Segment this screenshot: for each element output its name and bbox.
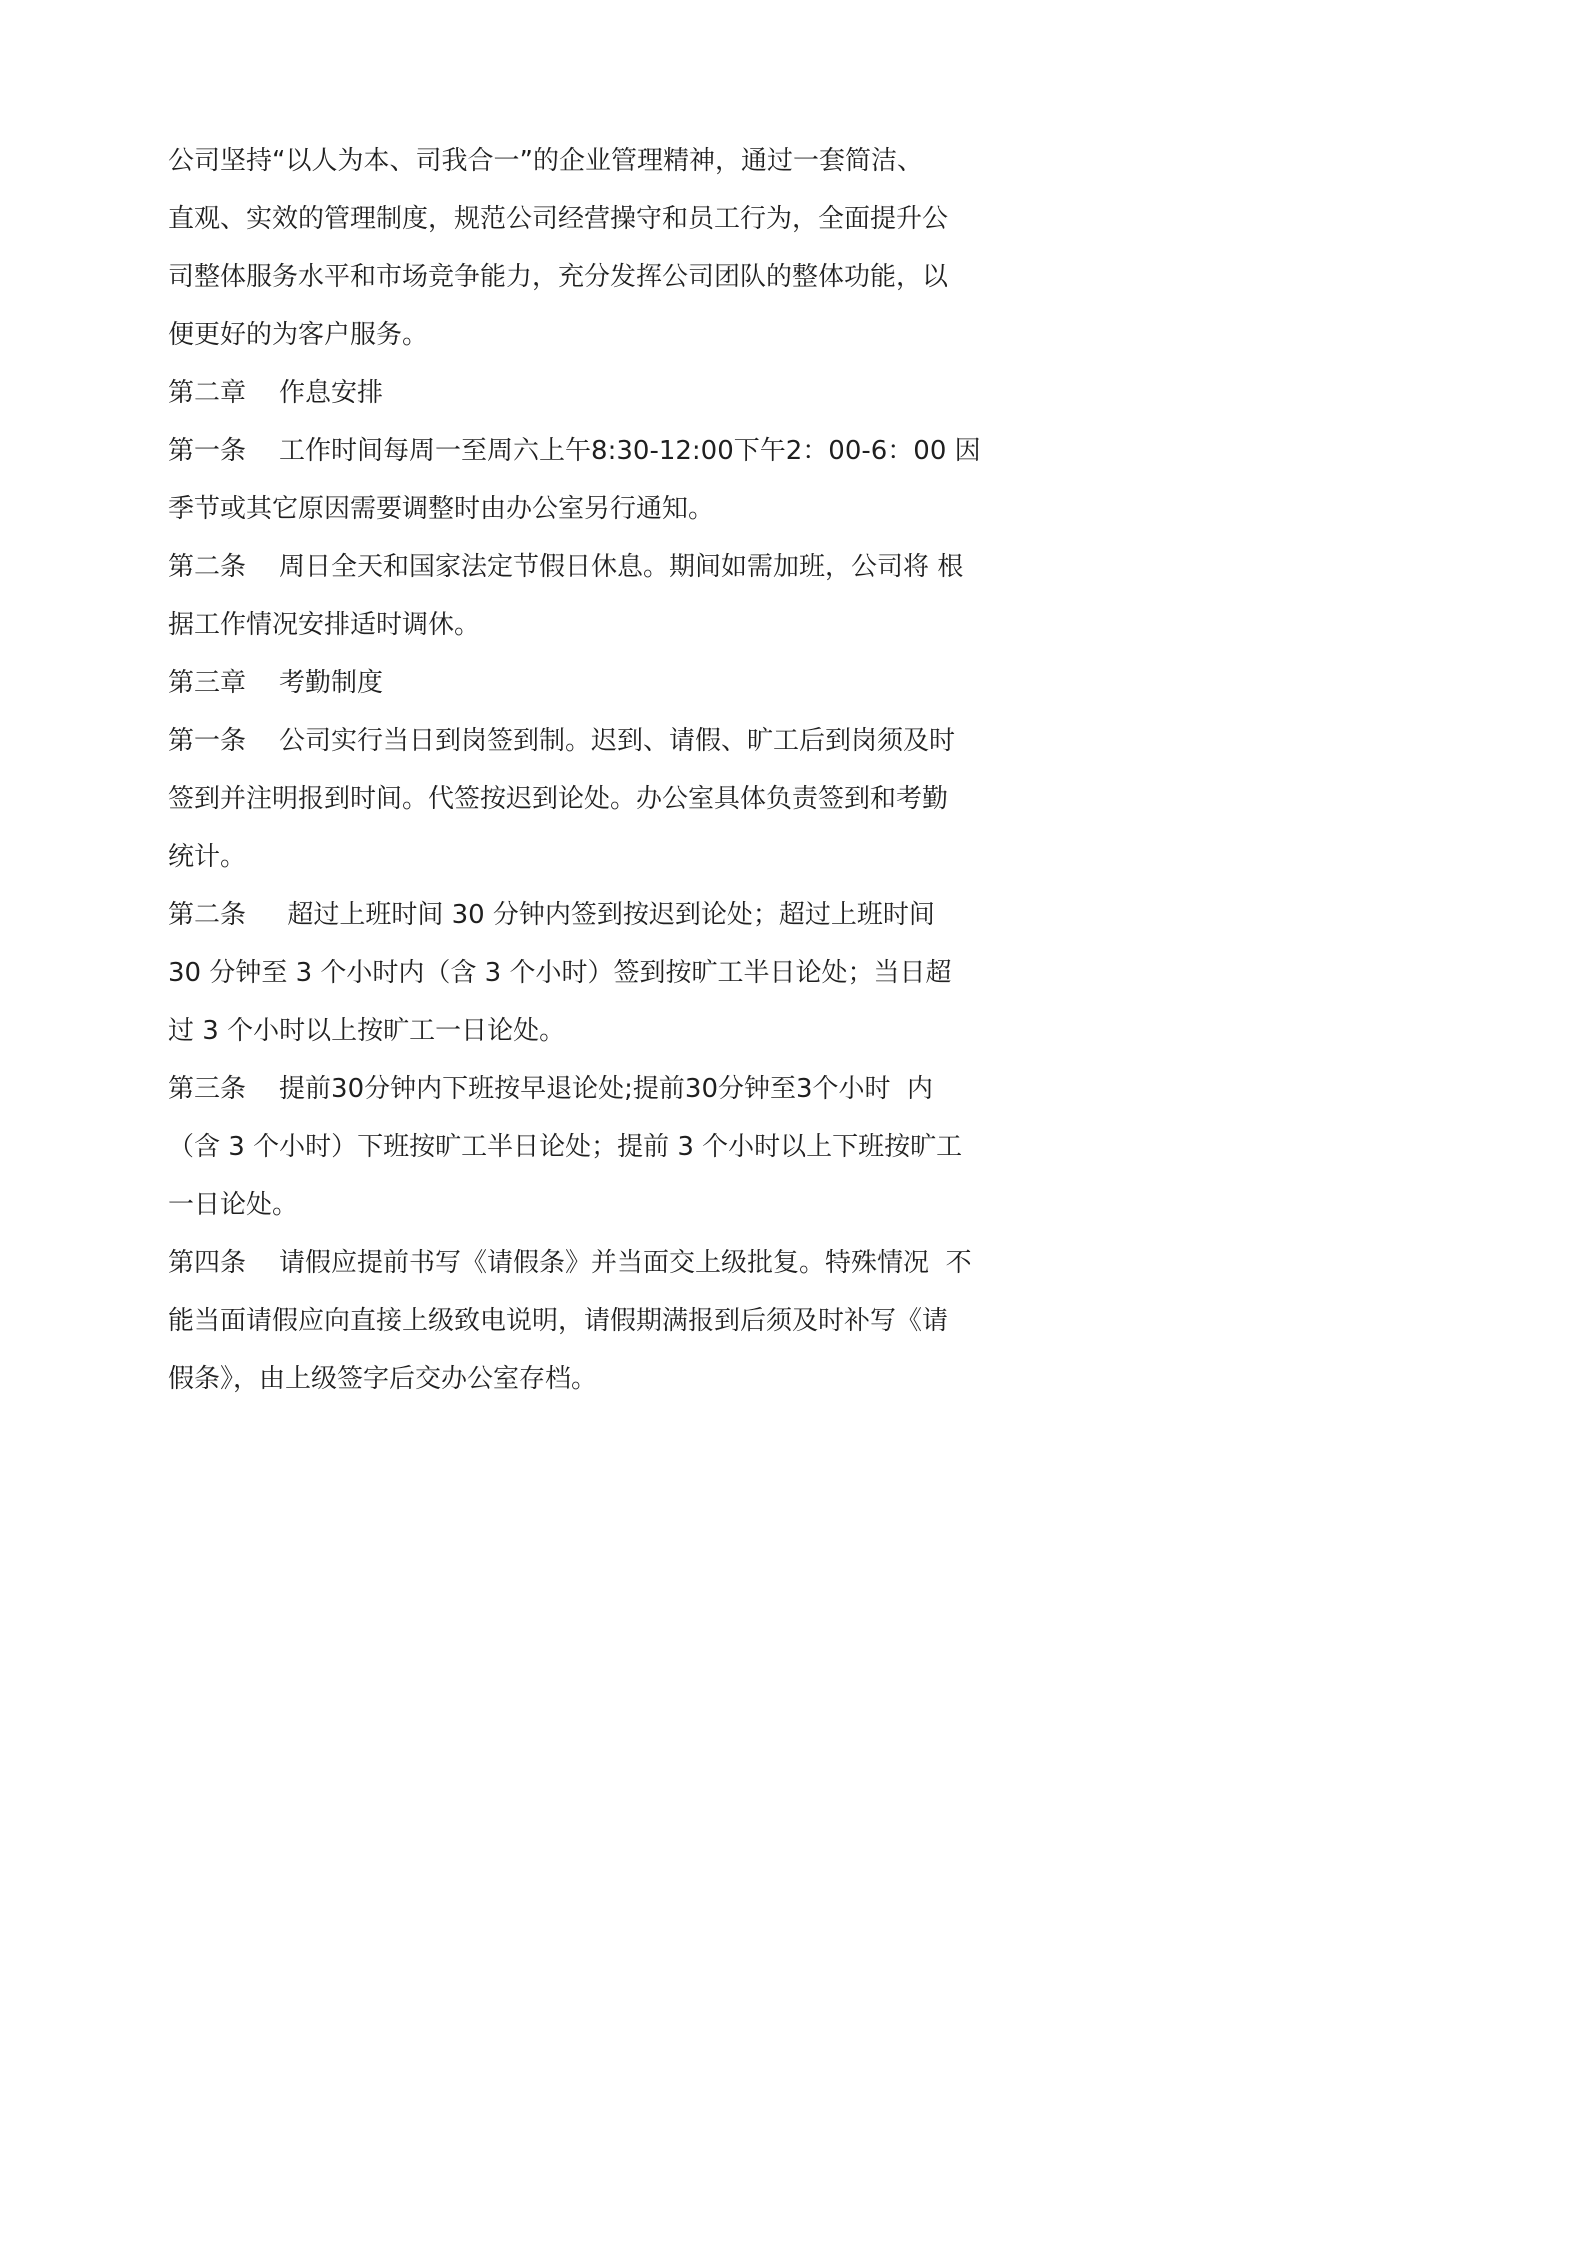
text-line: 第一条 公司实行当日到岗签到制。迟到、请假、旷工后到岗须及时	[168, 726, 956, 756]
text-line: 统计。	[168, 842, 247, 872]
text-line: 签到并注明报到时间。代签按迟到论处。办公室具体负责签到和考勤	[168, 784, 949, 814]
text-line: 便更好的为客户服务。	[168, 320, 429, 350]
text-line: 据工作情况安排适时调休。	[168, 610, 481, 640]
text-line: 直观、实效的管理制度，规范公司经营操守和员工行为，全面提升公	[168, 204, 949, 234]
text-line: 第一条 工作时间每周一至周六上午8:30-12:00下午2：00-6：00 因	[168, 436, 981, 466]
document-body	[168, 132, 981, 1408]
text-line: 过 3 个小时以上按旷工一日论处。	[168, 1016, 566, 1046]
text-line: 假条》，由上级签字后交办公室存档。	[168, 1364, 598, 1394]
text-line: 第三条 提前30分钟内下班按早退论处;提前30分钟至3个小时 内	[168, 1074, 934, 1104]
text-line: 公司坚持“以人为本、司我合一”的企业管理精神，通过一套简洁、	[168, 146, 923, 176]
text-line: 能当面请假应向直接上级致电说明，请假期满报到后须及时补写《请	[168, 1306, 949, 1336]
text-line: 季节或其它原因需要调整时由办公室另行通知。	[168, 494, 715, 524]
chapter-heading: 第三章 考勤制度	[168, 668, 384, 698]
chapter-heading: 第二章 作息安排	[168, 378, 384, 408]
text-line: 第四条 请假应提前书写《请假条》并当面交上级批复。特殊情况 不	[168, 1248, 972, 1278]
document-page	[0, 0, 1108, 1568]
text-line: 一日论处。	[168, 1190, 299, 1220]
text-line: 30 分钟至 3 个小时内（含 3 个小时）签到按旷工半日论处；当日超	[168, 958, 952, 988]
text-line: 司整体服务水平和市场竞争能力，充分发挥公司团队的整体功能，以	[168, 262, 949, 292]
text-line: 第二条 超过上班时间 30 分钟内签到按迟到论处；超过上班时间	[168, 900, 935, 930]
text-line: 第二条 周日全天和国家法定节假日休息。期间如需加班，公司将 根	[168, 552, 964, 582]
text-line: （含 3 个小时）下班按旷工半日论处；提前 3 个小时以上下班按旷工	[168, 1132, 963, 1162]
